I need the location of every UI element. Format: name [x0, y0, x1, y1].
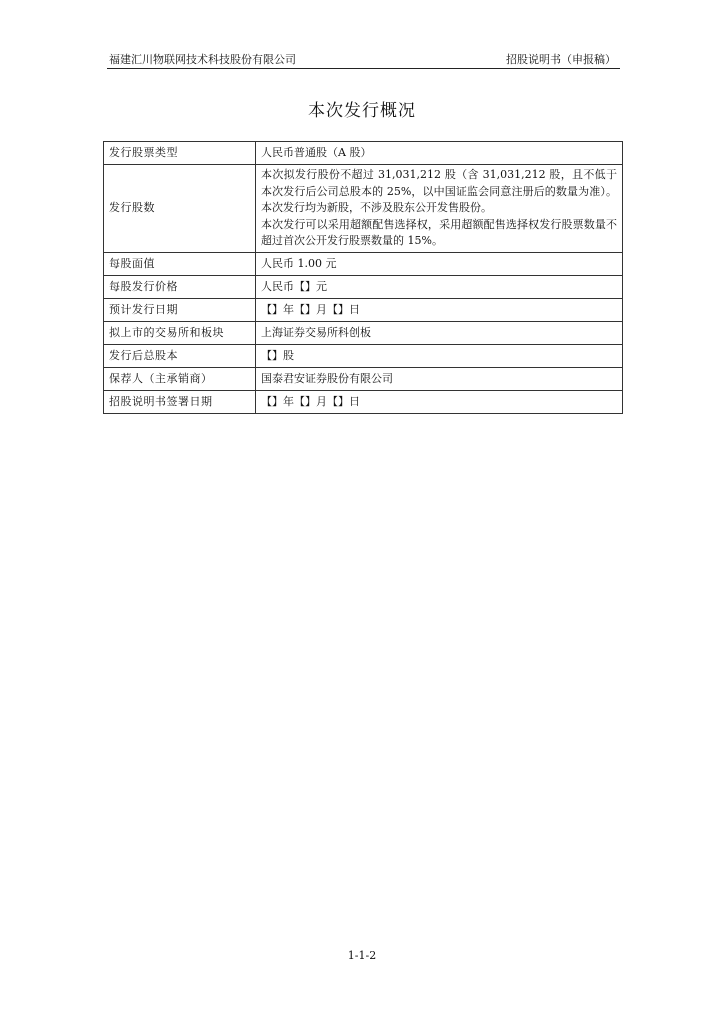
- table-row: [104, 344, 623, 367]
- page-number: 1-1-2: [347, 949, 377, 962]
- row-label: 发行股票类型: [104, 142, 256, 165]
- row-value: 人民币普通股（A 股）: [256, 142, 623, 165]
- row-label: 招股说明书签署日期: [104, 390, 256, 413]
- company-name: 福建汇川物联网技术科技股份有限公司: [109, 53, 296, 66]
- row-value: 人民币【】元: [256, 275, 623, 298]
- issue-overview-table: [103, 141, 623, 414]
- row-value: 【】年【】月【】日: [256, 390, 623, 413]
- row-label: 保荐人（主承销商）: [104, 367, 256, 390]
- table-row: [104, 390, 623, 413]
- row-value: [256, 165, 623, 253]
- page-header: [107, 52, 620, 69]
- document-type: 招股说明书（申报稿）: [506, 53, 616, 66]
- row-label: 每股面值: [104, 252, 256, 275]
- page-title: 本次发行概况: [308, 101, 416, 121]
- row-value: 人民币 1.00 元: [256, 252, 623, 275]
- table-row: [104, 275, 623, 298]
- row-label: 每股发行价格: [104, 275, 256, 298]
- table-row: [104, 367, 623, 390]
- row-label: 拟上市的交易所和板块: [104, 321, 256, 344]
- overallotment-paragraph: 本次发行可以采用超额配售选择权，采用超额配售选择权发行股票数量不超过首次公开发行股票数量的 15%。: [261, 217, 617, 247]
- row-label: 发行后总股本: [104, 344, 256, 367]
- row-label: 预计发行日期: [104, 298, 256, 321]
- table-row: [104, 252, 623, 275]
- row-label: 发行股数: [104, 165, 256, 253]
- issue-shares-paragraph: 本次拟发行股份不超过 31,031,212 股（含 31,031,212 股，且不低于本次发行后公司总股本的 25%，以中国证监会同意注册后的数量为准）。本次发行均为新股，不涉及股东公开发售股份。: [261, 168, 617, 214]
- table-row: [104, 321, 623, 344]
- table-row: [104, 298, 623, 321]
- row-value: 国泰君安证券股份有限公司: [256, 367, 623, 390]
- row-value: 【】年【】月【】日: [256, 298, 623, 321]
- table-row: [104, 165, 623, 253]
- table-row: [104, 142, 623, 165]
- row-value: 【】股: [256, 344, 623, 367]
- row-value: 上海证券交易所科创板: [256, 321, 623, 344]
